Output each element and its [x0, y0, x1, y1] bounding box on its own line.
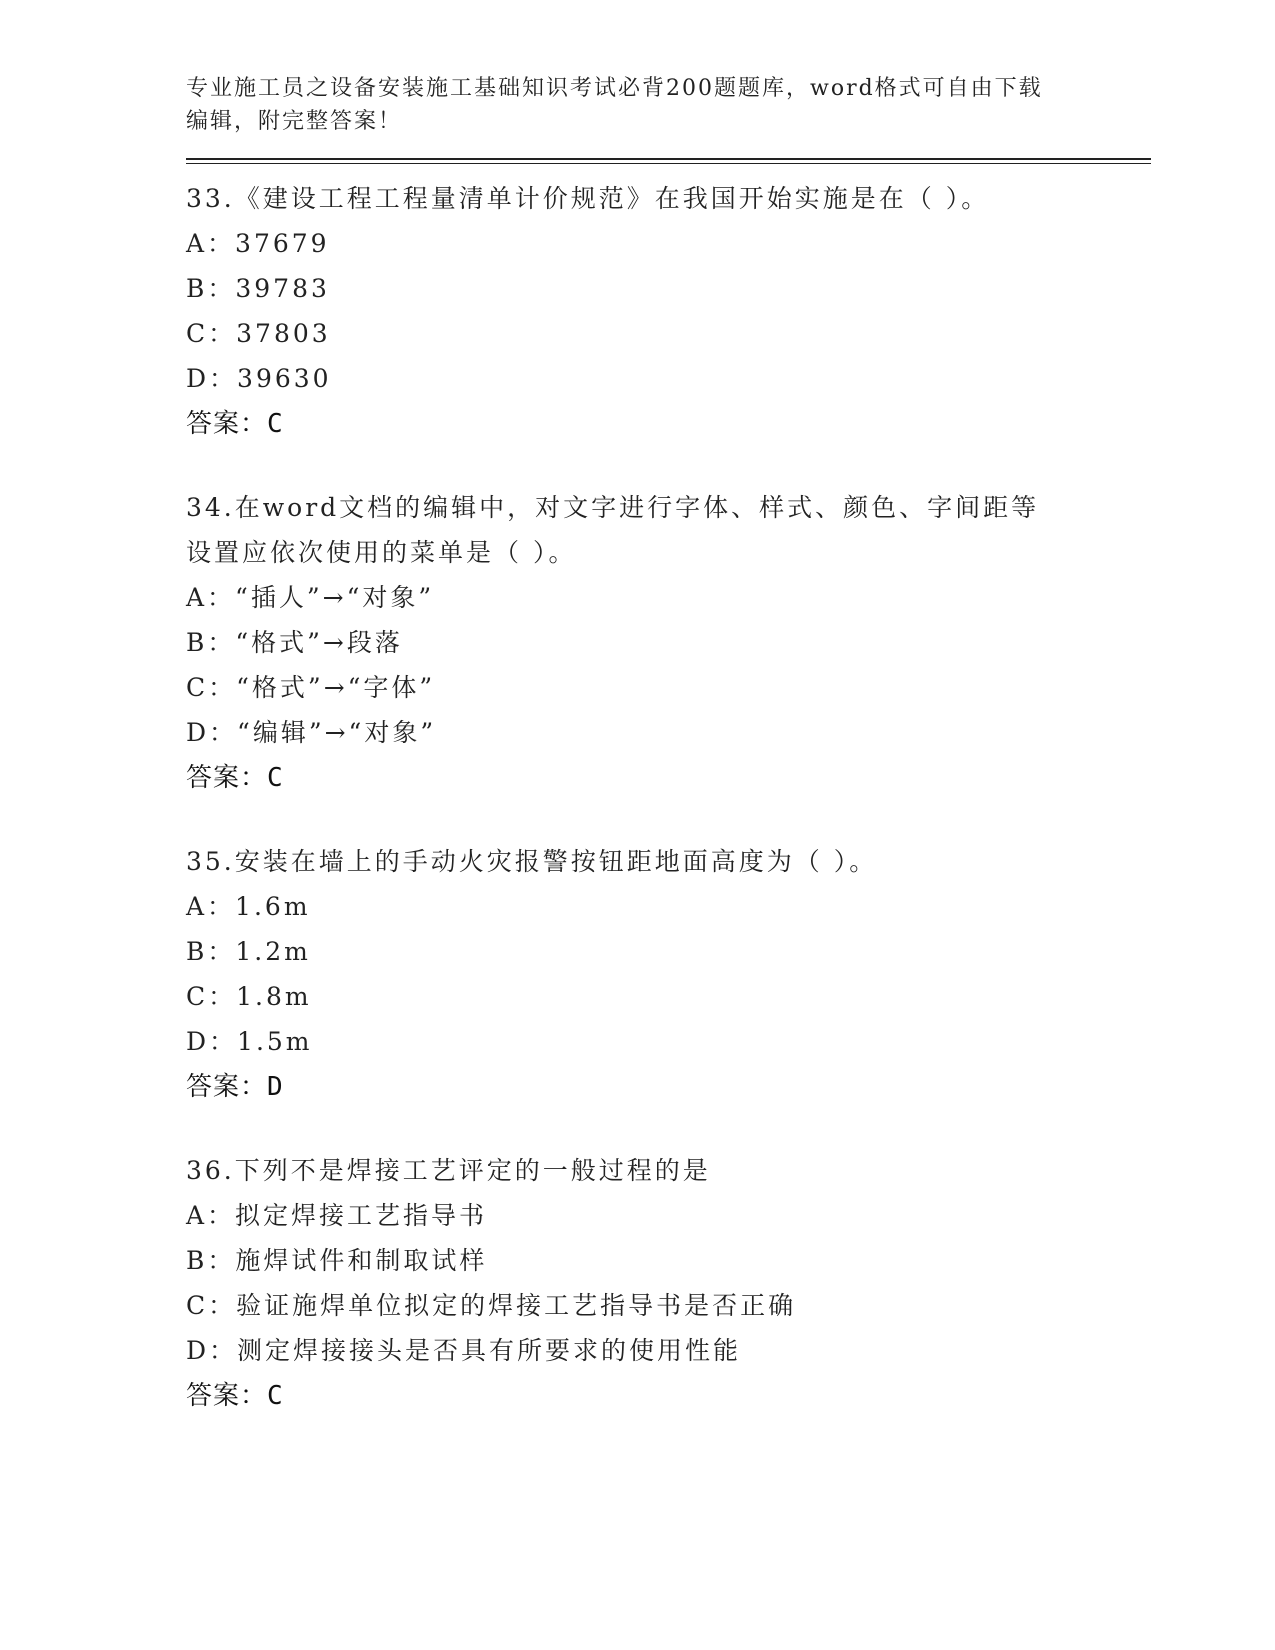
answer-line: 答案：C [186, 1381, 284, 1411]
option-c: C：验证施焊单位拟定的焊接工艺指导书是否正确 [186, 1291, 797, 1320]
document-header: 专业施工员之设备安装施工基础知识考试必背200题题库，word格式可自由下载编辑，附完整答案！ [186, 76, 1043, 134]
option-d: D：39630 [186, 364, 332, 393]
option-b: B：施焊试件和制取试样 [186, 1246, 488, 1275]
question-stem: 35.安装在墙上的手动火灾报警按钮距地面高度为（ ）。 [186, 847, 878, 876]
header-divider [186, 158, 1151, 164]
question-stem: 33.《建设工程工程量清单计价规范》在我国开始实施是在（ ）。 [186, 184, 990, 213]
option-d: D：“编辑”→“对象” [186, 718, 437, 747]
option-d: D：1.5m [186, 1027, 313, 1056]
question-34 [186, 485, 1151, 801]
option-b: B：39783 [186, 274, 330, 303]
option-a: A：37679 [186, 229, 330, 258]
option-c: C：37803 [186, 319, 331, 348]
option-d: D：测定焊接接头是否具有所要求的使用性能 [186, 1336, 742, 1365]
option-b: B：1.2m [186, 937, 311, 966]
option-a: A：拟定焊接工艺指导书 [186, 1201, 488, 1230]
option-a: A：“插人”→“对象” [186, 583, 435, 612]
option-c: C：“格式”→“字体” [186, 673, 436, 702]
question-stem: 34.在word文档的编辑中，对文字进行字体、样式、颜色、字间距等设置应依次使用的菜单是（ ）。 [186, 493, 1040, 567]
option-b: B：“格式”→段落 [186, 628, 403, 657]
answer-line: 答案：C [186, 409, 284, 439]
question-33 [186, 176, 1151, 447]
question-stem: 36.下列不是焊接工艺评定的一般过程的是 [186, 1156, 711, 1185]
document-page [186, 72, 1151, 1457]
question-36 [186, 1148, 1151, 1419]
answer-line: 答案：C [186, 763, 284, 793]
question-35 [186, 839, 1151, 1110]
option-a: A：1.6m [186, 892, 311, 921]
question-list [186, 176, 1151, 1419]
answer-line: 答案：D [186, 1072, 284, 1102]
option-c: C：1.8m [186, 982, 312, 1011]
